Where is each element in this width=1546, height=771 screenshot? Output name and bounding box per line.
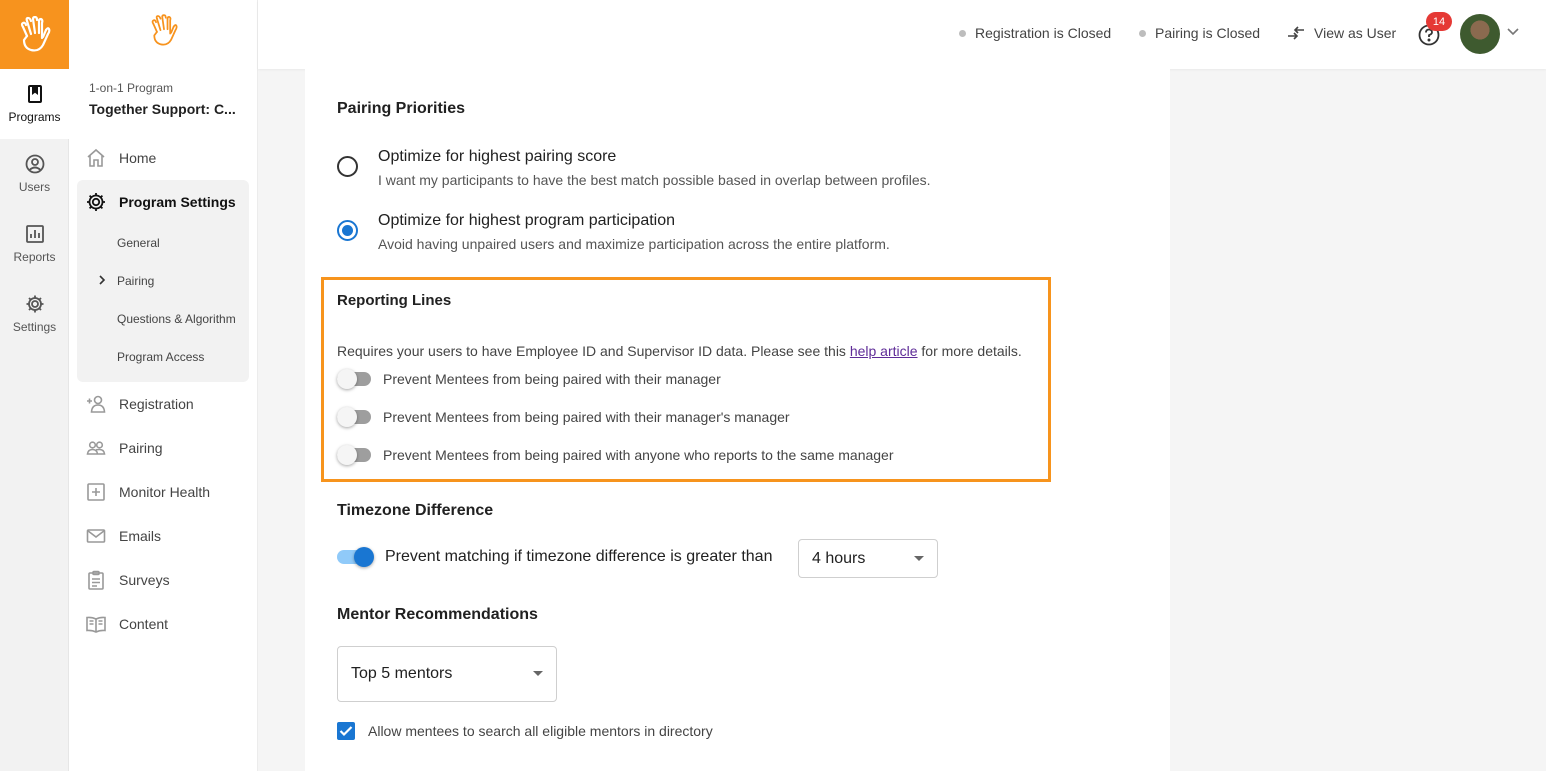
nav-item-registration[interactable] bbox=[77, 382, 249, 426]
program-nav bbox=[77, 136, 249, 646]
toggle-label: Prevent Mentees from being paired with their manager bbox=[383, 371, 721, 387]
sub-item-general[interactable]: General bbox=[117, 236, 160, 250]
pairing-status-label: Pairing is Closed bbox=[1155, 25, 1261, 41]
caret-down-icon bbox=[914, 556, 924, 561]
toggle-row-same-manager bbox=[337, 445, 894, 465]
add-user-icon bbox=[85, 393, 107, 415]
registration-status-label: Registration is Closed bbox=[975, 25, 1112, 41]
toggle-prevent-manager[interactable] bbox=[337, 369, 371, 389]
nav-label: Emails bbox=[119, 528, 162, 544]
waving-hand-icon bbox=[18, 16, 52, 54]
users-icon bbox=[85, 437, 107, 459]
pairing-settings-card bbox=[305, 69, 1170, 771]
mentor-recommendations-heading: Mentor Recommendations bbox=[337, 606, 538, 623]
book-icon bbox=[25, 84, 45, 104]
pairing-priorities-heading: Pairing Priorities bbox=[337, 100, 466, 117]
medical-plus-icon bbox=[85, 481, 107, 503]
nav-item-home[interactable] bbox=[77, 136, 249, 180]
gear-icon bbox=[25, 294, 45, 314]
sub-item-questions-algorithm[interactable]: Questions & Algorithm bbox=[117, 312, 236, 326]
nav-label: Monitor Health bbox=[119, 484, 211, 500]
nav-group-program-settings bbox=[77, 180, 249, 382]
program-sidebar bbox=[69, 0, 258, 771]
timezone-heading: Timezone Difference bbox=[337, 502, 494, 519]
radio-unselected[interactable] bbox=[337, 156, 358, 177]
avatar[interactable] bbox=[1460, 14, 1500, 54]
program-name[interactable]: Together Support: C... bbox=[89, 101, 236, 117]
bar-chart-icon bbox=[25, 224, 45, 244]
status-dot bbox=[959, 30, 966, 37]
top-bar bbox=[258, 0, 1546, 69]
nav-item-surveys[interactable] bbox=[77, 558, 249, 602]
select-value: 4 hours bbox=[812, 549, 866, 567]
toggle-row-manager bbox=[337, 369, 721, 389]
chevron-down-icon[interactable] bbox=[1506, 27, 1520, 37]
view-as-user-label: View as User bbox=[1314, 25, 1397, 41]
search-all-mentors-checkbox[interactable] bbox=[337, 722, 355, 740]
mentor-count-select[interactable] bbox=[337, 646, 557, 702]
chevron-right-icon bbox=[97, 274, 107, 286]
nav-item-content[interactable] bbox=[77, 602, 249, 646]
sub-item-program-access[interactable]: Program Access bbox=[117, 350, 205, 364]
nav-label: Program Settings bbox=[119, 194, 236, 210]
priority-option-participation[interactable] bbox=[337, 212, 890, 252]
waving-hand-icon bbox=[149, 14, 179, 48]
app-logo[interactable] bbox=[0, 0, 69, 69]
nav-label: Registration bbox=[119, 396, 194, 412]
checkmark-icon bbox=[339, 725, 353, 737]
option-description: I want my participants to have the best match possible based in overlap between profiles. bbox=[378, 172, 931, 188]
nav-label: Home bbox=[119, 150, 157, 166]
radio-selected[interactable] bbox=[337, 220, 358, 241]
user-circle-icon bbox=[25, 154, 45, 174]
rail-item-settings[interactable] bbox=[0, 279, 69, 349]
requirement-prefix: Requires your users to have Employee ID and Supervisor ID data. Please see this bbox=[337, 343, 850, 359]
app-rail bbox=[0, 0, 69, 771]
rail-label: Users bbox=[18, 180, 51, 194]
switch-arrows-icon bbox=[1287, 26, 1305, 40]
select-value: Top 5 mentors bbox=[351, 665, 453, 682]
priority-option-pairing-score[interactable] bbox=[337, 148, 931, 188]
rail-item-users[interactable] bbox=[0, 139, 69, 209]
registration-status bbox=[959, 25, 1111, 41]
toggle-label: Prevent Mentees from being paired with their manager's manager bbox=[383, 409, 790, 425]
pairing-status bbox=[1139, 25, 1260, 41]
checkbox-label: Allow mentees to search all eligible mentors in directory bbox=[368, 723, 713, 739]
option-title: Optimize for highest pairing score bbox=[378, 148, 617, 165]
help-article-link[interactable]: help article bbox=[849, 343, 918, 359]
rail-item-programs[interactable] bbox=[0, 69, 69, 139]
program-type: 1-on-1 Program bbox=[89, 81, 174, 95]
nav-item-monitor-health[interactable] bbox=[77, 470, 249, 514]
status-dot bbox=[1139, 30, 1146, 37]
toggle-timezone-difference[interactable] bbox=[337, 547, 371, 567]
home-icon bbox=[85, 147, 107, 169]
rail-item-reports[interactable] bbox=[0, 209, 69, 279]
rail-label: Settings bbox=[12, 320, 57, 334]
gear-icon bbox=[85, 191, 107, 213]
nav-item-pairing[interactable] bbox=[77, 426, 249, 470]
option-title: Optimize for highest program participation bbox=[378, 212, 676, 229]
nav-item-program-settings[interactable] bbox=[77, 180, 249, 224]
nav-label: Content bbox=[119, 616, 169, 632]
toggle-row-managers-manager bbox=[337, 407, 790, 427]
toggle-label: Prevent Mentees from being paired with anyone who reports to the same manager bbox=[383, 447, 894, 463]
sub-item-pairing[interactable] bbox=[77, 262, 249, 300]
rail-label: Programs bbox=[8, 110, 61, 124]
caret-down-icon bbox=[533, 671, 543, 676]
view-as-user-button[interactable] bbox=[1287, 25, 1396, 41]
toggle-prevent-managers-manager[interactable] bbox=[337, 407, 371, 427]
open-book-icon bbox=[85, 613, 107, 635]
rail-label: Reports bbox=[13, 250, 56, 264]
toggle-prevent-same-manager[interactable] bbox=[337, 445, 371, 465]
search-all-mentors-row bbox=[337, 722, 713, 740]
reporting-lines-requirement bbox=[337, 343, 1022, 359]
nav-label: Pairing bbox=[119, 440, 163, 456]
timezone-hours-select[interactable] bbox=[798, 539, 938, 578]
timezone-row bbox=[337, 547, 772, 567]
clipboard-icon bbox=[85, 569, 107, 591]
timezone-label: Prevent matching if timezone difference is greater than bbox=[385, 548, 773, 565]
sub-item-label: Pairing bbox=[117, 274, 155, 288]
mail-icon bbox=[85, 525, 107, 547]
notification-badge[interactable]: 14 bbox=[1426, 12, 1452, 31]
reporting-lines-heading: Reporting Lines bbox=[337, 292, 452, 309]
nav-item-emails[interactable] bbox=[77, 514, 249, 558]
nav-label: Surveys bbox=[119, 572, 170, 588]
requirement-suffix: for more details. bbox=[917, 343, 1022, 359]
option-description: Avoid having unpaired users and maximize participation across the entire platform. bbox=[378, 236, 890, 252]
